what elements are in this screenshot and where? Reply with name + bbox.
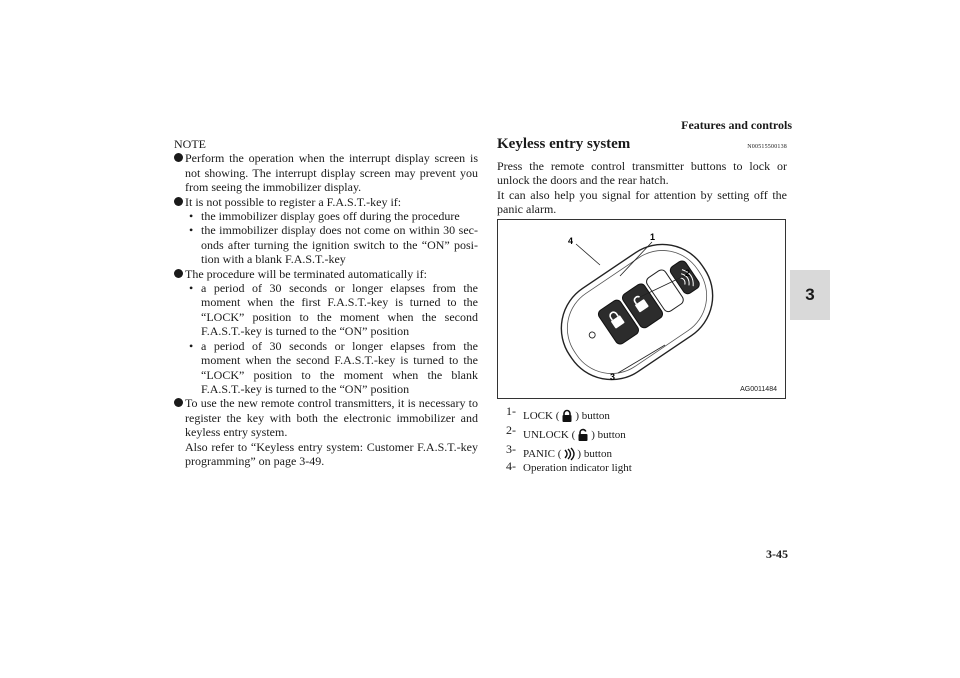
bullet-icon <box>174 269 183 278</box>
remote-transmitter-figure <box>497 219 786 399</box>
keyless-entry-section <box>497 137 787 217</box>
chapter-tab: 3 <box>790 270 830 320</box>
note-sub-item <box>185 209 478 223</box>
legend-number: 4- <box>506 459 516 473</box>
note-bullet-text: Perform the operation when the interrupt display screen is not showing. The interrupt display screen may prevent you from seeing the immobilizer display. <box>185 151 478 195</box>
note-bullet-text: The procedure will be terminated automatically if: <box>185 266 427 281</box>
note-section <box>174 137 478 468</box>
page-number: 3-45 <box>766 547 788 561</box>
note-bullet <box>174 151 478 194</box>
note-sub-text: a period of 30 seconds or longer elapses from the moment when the second F.A.S.T.-key is turned to the “LOCK” position to the moment when the blank F.A.S.T.-key is turned to the “ON” position <box>201 338 478 396</box>
running-header: Features and controls <box>681 118 792 132</box>
callout-4: 4 <box>568 236 574 246</box>
note-bullet-text: It is not possible to register a F.A.S.T.-key if: <box>185 194 402 209</box>
lock-icon <box>560 409 574 423</box>
remote-transmitter-illustration <box>498 220 785 398</box>
bullet-icon <box>174 153 183 162</box>
legend-number: 2- <box>506 423 516 437</box>
legend-item <box>506 459 632 476</box>
bullet-icon <box>174 398 183 407</box>
note-sub-item <box>185 281 478 339</box>
callout-2: 2 <box>685 268 691 278</box>
note-bullet <box>174 267 478 397</box>
note-bullet <box>174 396 478 468</box>
panic-horn-icon <box>562 447 576 461</box>
note-sub-text: a period of 30 seconds or longer elapses from the moment when the first F.A.S.T.-key is turned to the “LOCK” position to the moment when the second F.A.S.T.-key is turned to the “ON” position <box>201 281 478 339</box>
section-paragraph: It can also help you signal for attention by setting off the panic alarm. <box>497 187 787 217</box>
legend-item <box>506 423 632 442</box>
figure-legend <box>506 404 632 476</box>
legend-text: Operation indicator light <box>523 462 632 474</box>
section-title: Keyless entry system <box>497 136 631 152</box>
section-code: N00515500138 <box>747 144 787 150</box>
unlock-icon <box>576 428 590 442</box>
note-bullet <box>174 195 478 267</box>
note-sub-item <box>185 223 478 266</box>
legend-text: PANIC ( <box>523 448 562 460</box>
legend-text: ) button <box>577 448 612 460</box>
sub-bullet-icon: • <box>189 338 194 353</box>
sub-bullet-icon: • <box>189 223 194 238</box>
legend-text: LOCK ( <box>523 410 560 422</box>
note-sub-text: the immobilizer display does not come on within 30 sec-onds after turning the ignition switch to the “ON” posi-tion with a blank F.A.S.T.-key <box>201 223 478 267</box>
sub-bullet-icon: • <box>189 281 194 296</box>
legend-item <box>506 404 632 423</box>
bullet-icon <box>174 197 183 206</box>
note-sub-item <box>185 339 478 397</box>
legend-item <box>506 442 632 459</box>
legend-text: ) button <box>591 429 626 441</box>
legend-text: UNLOCK ( <box>523 429 576 441</box>
callout-3: 3 <box>610 372 616 382</box>
legend-text: ) button <box>575 410 610 422</box>
note-label: NOTE <box>174 137 206 151</box>
note-sub-text: the immobilizer display goes off during the procedure <box>201 209 460 224</box>
note-bullet-text: To use the new remote control transmitters, it is necessary to register the key with both the electronic immobilizer and keyless entry system. <box>185 396 478 440</box>
legend-number: 1- <box>506 404 516 418</box>
figure-code: AG0011484 <box>740 386 777 393</box>
callout-1: 1 <box>650 232 656 242</box>
note-cross-reference: Also refer to “Keyless entry system: Customer F.A.S.T.-key programming” on page 3-49. <box>185 439 478 468</box>
sub-bullet-icon: • <box>189 209 194 224</box>
legend-number: 3- <box>506 442 516 456</box>
section-paragraph: Press the remote control transmitter buttons to lock or unlock the doors and the rear hatch. <box>497 159 787 188</box>
